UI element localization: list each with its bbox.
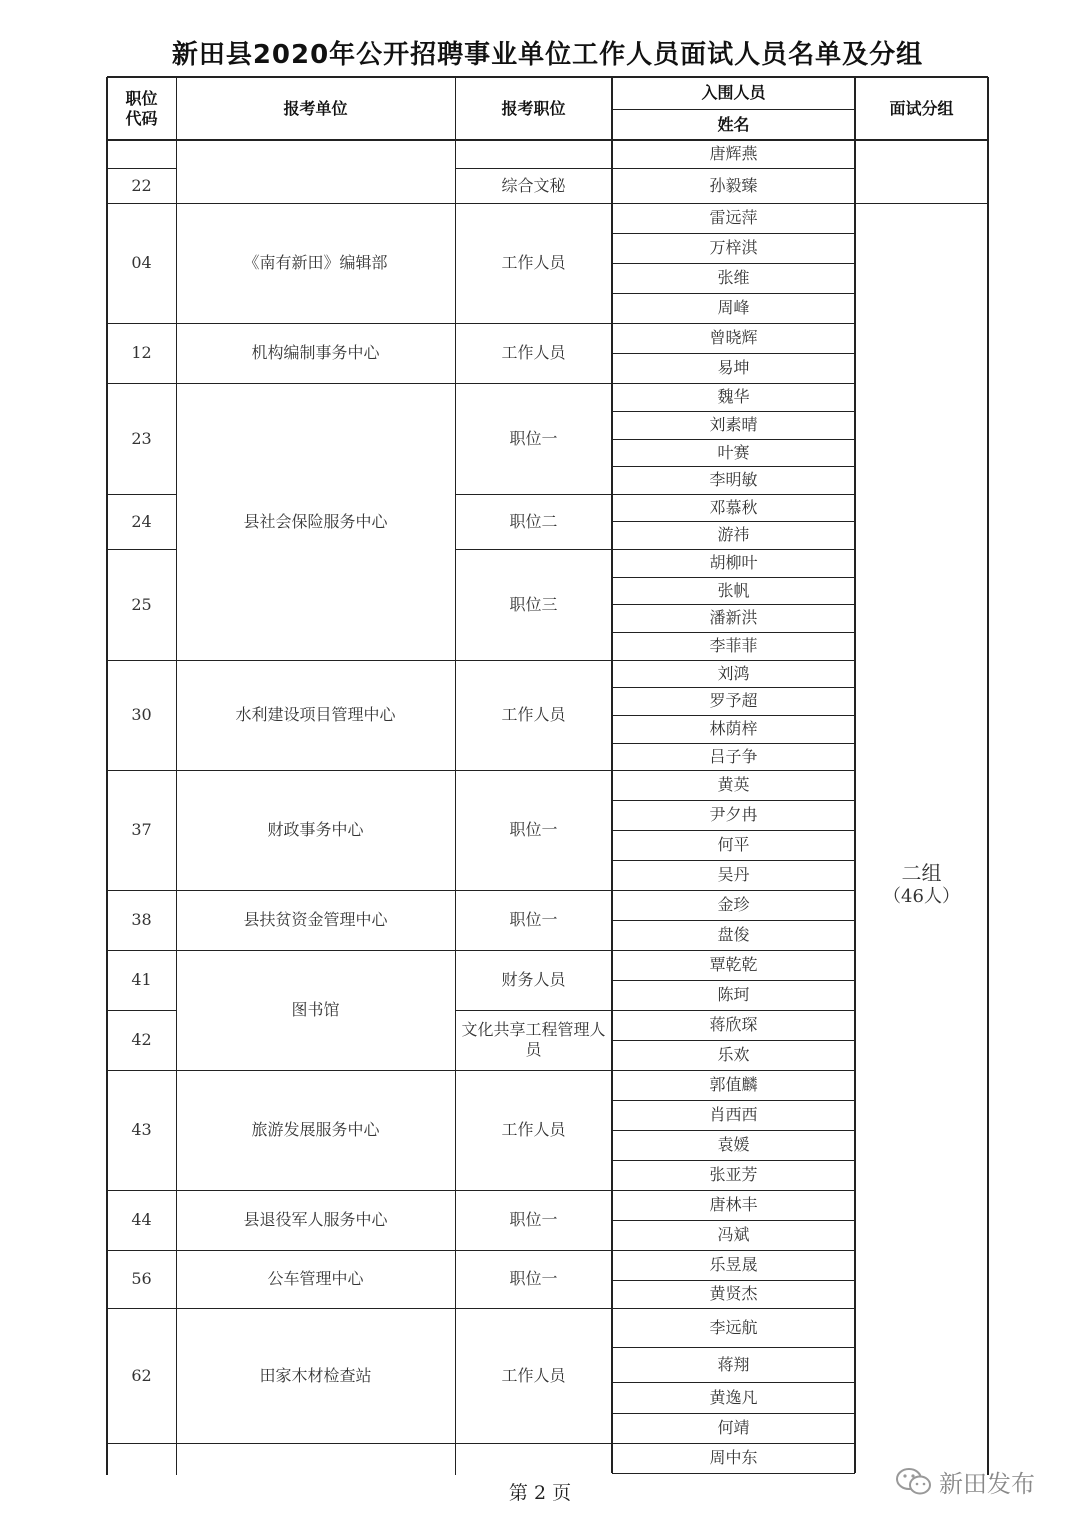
candidate-name: 邓慕秋 xyxy=(709,497,758,517)
position-title xyxy=(455,1443,612,1473)
candidate-name: 吕子争 xyxy=(709,746,758,766)
header-code: 职位 代码 xyxy=(125,88,158,128)
unit-name: 图书馆 xyxy=(291,1000,340,1019)
unit-name: 《南有新田》编辑部 xyxy=(243,253,388,272)
position-code: 62 xyxy=(131,1365,152,1385)
table-rule xyxy=(855,203,988,204)
table-rule xyxy=(854,77,856,1473)
header-shortlist: 入围人员 xyxy=(701,83,766,102)
candidate-name: 吴丹 xyxy=(717,865,750,884)
candidate-name: 叶赛 xyxy=(717,442,750,462)
unit-name: 县退役军人服务中心 xyxy=(243,1210,388,1229)
position-title: 职位一 xyxy=(509,1269,558,1288)
candidate-name: 万梓淇 xyxy=(709,238,758,257)
position-title: 职位一 xyxy=(509,1210,558,1229)
candidate-name: 冯斌 xyxy=(717,1225,750,1244)
candidate-name: 李菲菲 xyxy=(709,636,758,655)
position-title: 职位一 xyxy=(509,428,558,448)
table-rule xyxy=(611,77,613,1473)
header-position: 报考职位 xyxy=(501,98,566,118)
candidate-name: 周中东 xyxy=(709,1448,758,1467)
position-title: 文化共享工程管理人员 xyxy=(461,1020,606,1059)
candidate-name: 蒋翔 xyxy=(717,1354,750,1374)
group-label: 二组 xyxy=(901,861,942,886)
unit-name: 公车管理中心 xyxy=(267,1269,364,1288)
position-code: 41 xyxy=(131,970,152,989)
candidate-name: 陈珂 xyxy=(717,985,750,1004)
candidate-name: 郭值麟 xyxy=(709,1075,758,1094)
position-code: 43 xyxy=(131,1120,152,1139)
position-code xyxy=(107,140,176,168)
position-title: 工作人员 xyxy=(501,1365,566,1385)
candidate-name: 李明敏 xyxy=(709,470,758,489)
candidate-name: 蒋欣琛 xyxy=(709,1015,758,1034)
group-count: （46人） xyxy=(883,886,960,908)
table-rule xyxy=(106,77,108,1475)
position-code: 30 xyxy=(131,705,152,724)
candidate-name: 唐辉燕 xyxy=(709,144,758,163)
candidate-name: 唐林丰 xyxy=(709,1195,758,1214)
candidate-name: 乐昱晟 xyxy=(709,1255,758,1274)
candidate-name: 何平 xyxy=(717,835,750,854)
header-unit: 报考单位 xyxy=(283,98,348,118)
candidate-name: 黄英 xyxy=(717,775,750,794)
position-code: 12 xyxy=(131,343,152,362)
candidate-name: 黄逸凡 xyxy=(709,1387,758,1407)
unit-name: 水利建设项目管理中心 xyxy=(235,705,396,724)
position-code: 22 xyxy=(131,175,152,195)
candidate-name: 曾晓辉 xyxy=(709,328,758,347)
position-code: 37 xyxy=(131,820,152,839)
unit-name: 旅游发展服务中心 xyxy=(251,1120,380,1139)
candidate-name: 孙毅臻 xyxy=(709,175,758,195)
position-title: 工作人员 xyxy=(501,253,566,272)
candidate-name: 金珍 xyxy=(717,895,750,914)
candidate-name: 覃乾乾 xyxy=(709,955,758,974)
watermark-text: 新田发布 xyxy=(939,1470,1035,1498)
position-title: 职位一 xyxy=(509,910,558,929)
document-title: 新田县2020年公开招聘事业单位工作人员面试人员名单及分组 xyxy=(171,40,924,70)
unit-name: 财政事务中心 xyxy=(267,820,364,839)
table-rule xyxy=(612,109,855,110)
candidate-name: 周峰 xyxy=(717,298,750,317)
position-code: 42 xyxy=(131,1030,152,1049)
page-number: 第 2 页 xyxy=(508,1482,572,1504)
watermark xyxy=(895,1464,1035,1499)
candidate-name: 刘鸿 xyxy=(717,663,750,683)
unit-name: 县扶贫资金管理中心 xyxy=(243,910,388,929)
header-name: 姓名 xyxy=(717,114,750,134)
position-title: 工作人员 xyxy=(501,343,566,362)
unit-name: 机构编制事务中心 xyxy=(251,343,380,362)
table-rule xyxy=(176,77,177,1475)
position-title: 财务人员 xyxy=(501,970,566,989)
candidate-name: 何靖 xyxy=(717,1418,750,1437)
candidate-name: 易坤 xyxy=(717,358,750,377)
candidate-name: 尹夕冉 xyxy=(709,805,758,824)
candidate-name: 张亚芳 xyxy=(709,1165,758,1184)
position-code: 25 xyxy=(131,594,152,614)
candidate-name: 魏华 xyxy=(717,387,750,406)
candidate-name: 肖西西 xyxy=(709,1105,758,1124)
unit-name: 田家木材检查站 xyxy=(259,1365,372,1385)
table-rule xyxy=(987,77,989,1475)
candidate-name: 盘俊 xyxy=(717,925,750,944)
position-code: 44 xyxy=(131,1210,152,1229)
candidate-name: 胡柳叶 xyxy=(709,553,758,572)
position-code xyxy=(107,1443,176,1473)
header-group: 面试分组 xyxy=(889,98,954,118)
position-code: 56 xyxy=(131,1269,152,1288)
position-title: 工作人员 xyxy=(501,1120,566,1139)
wechat-icon xyxy=(895,1466,933,1498)
unit-name: 县社会保险服务中心 xyxy=(243,511,388,531)
candidate-name: 张维 xyxy=(717,268,750,287)
position-title xyxy=(455,140,612,168)
table-rule xyxy=(176,1443,455,1444)
candidate-name: 潘新洪 xyxy=(709,608,758,627)
candidate-name: 林荫梓 xyxy=(709,719,758,738)
position-title: 职位一 xyxy=(509,820,558,839)
position-title: 综合文秘 xyxy=(501,175,566,195)
candidate-name: 罗予超 xyxy=(709,691,758,710)
position-code: 24 xyxy=(131,511,152,531)
table-rule xyxy=(455,77,456,1475)
position-title: 职位二 xyxy=(509,511,558,531)
position-code: 38 xyxy=(131,910,152,929)
candidate-name: 黄贤杰 xyxy=(709,1284,758,1303)
candidate-name: 雷远萍 xyxy=(709,208,758,227)
table-rule xyxy=(612,1473,855,1474)
candidate-name: 游祎 xyxy=(717,525,750,544)
interview-group xyxy=(855,850,988,920)
position-code: 04 xyxy=(131,253,152,272)
position-code: 23 xyxy=(131,428,152,448)
candidate-name: 张帆 xyxy=(717,580,750,600)
position-title: 工作人员 xyxy=(501,705,566,724)
position-title: 职位三 xyxy=(509,594,558,614)
candidate-name: 乐欢 xyxy=(717,1045,750,1064)
candidate-name: 袁媛 xyxy=(717,1135,750,1154)
unit-name xyxy=(176,140,455,203)
candidate-name: 李远航 xyxy=(709,1317,758,1337)
candidate-name: 刘素晴 xyxy=(709,415,758,434)
